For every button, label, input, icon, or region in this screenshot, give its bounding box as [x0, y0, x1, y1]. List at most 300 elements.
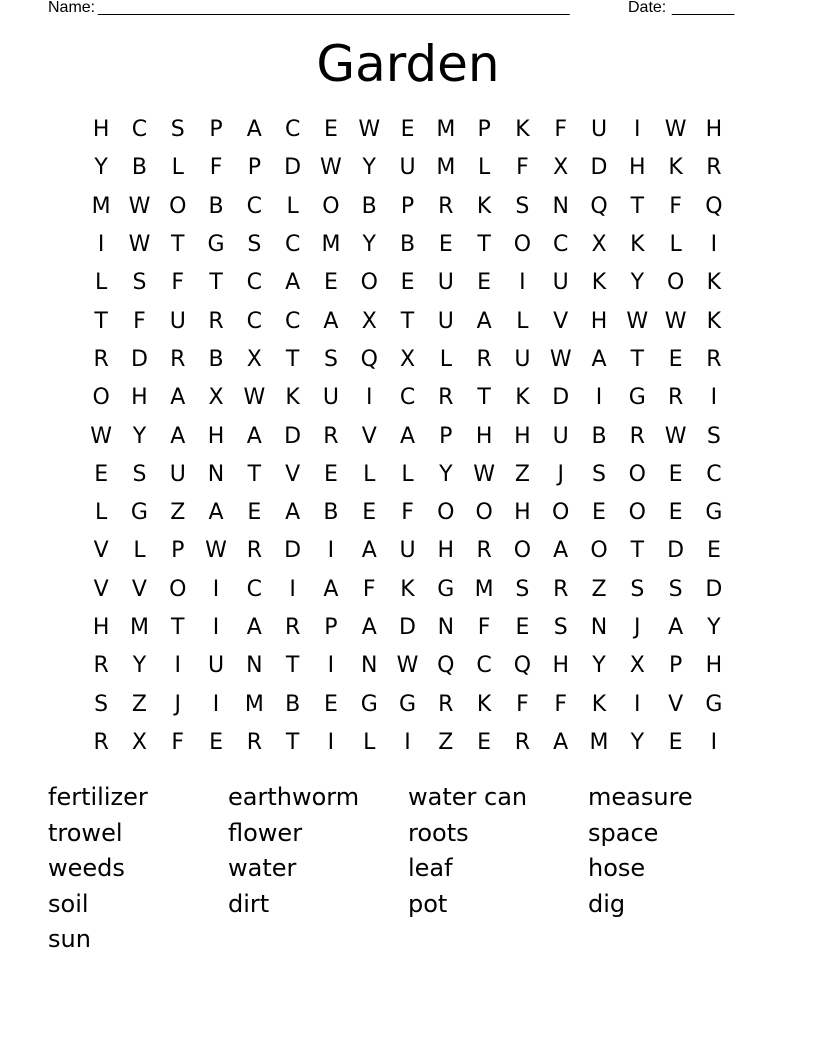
grid-letter: Y — [132, 653, 147, 679]
grid-letter: R — [284, 615, 301, 640]
grid-letter: M — [436, 117, 456, 143]
grid-letter: L — [171, 155, 184, 181]
grid-letter: W — [205, 538, 227, 564]
grid-letter: B — [591, 423, 607, 449]
grid-letter: T — [247, 461, 262, 487]
grid-letter: K — [476, 691, 492, 717]
grid-letter: I — [327, 729, 335, 755]
grid-letter: F — [171, 270, 185, 296]
grid-letter: F — [669, 193, 682, 219]
grid-letter: I — [174, 653, 181, 679]
grid-letter: D — [284, 155, 302, 181]
grid-letter: P — [668, 653, 683, 679]
grid-letter: S — [630, 576, 645, 602]
grid-letter: N — [552, 193, 569, 219]
grid-row — [82, 724, 734, 762]
grid-letter: W — [626, 308, 649, 334]
grid-letter: E — [706, 538, 721, 564]
grid-letter: U — [399, 155, 416, 181]
grid-letter: X — [246, 346, 262, 372]
grid-letter: D — [705, 576, 723, 602]
grid-letter: Z — [591, 576, 607, 602]
grid-letter: Q — [590, 193, 608, 219]
grid-letter: K — [591, 270, 607, 296]
grid-letter: K — [400, 576, 415, 602]
grid-letter: N — [360, 653, 378, 679]
grid-letter: R — [553, 576, 569, 602]
grid-letter: T — [477, 232, 491, 258]
grid-letter: D — [552, 385, 570, 411]
grid-letter: T — [400, 308, 415, 334]
grid-letter: P — [171, 538, 185, 564]
grid-letter: B — [131, 155, 147, 181]
grid-letter: K — [706, 308, 722, 334]
grid-letter: R — [246, 729, 262, 755]
grid-letter: P — [477, 117, 491, 143]
grid-letter: W — [549, 346, 572, 372]
grid-letter: A — [476, 308, 492, 334]
grid-letter: C — [284, 117, 301, 143]
grid-letter: O — [92, 385, 110, 411]
grid-letter: W — [243, 385, 266, 411]
grid-letter: A — [399, 423, 416, 449]
grid-letter: H — [207, 423, 225, 449]
grid-letter: A — [323, 308, 339, 334]
grid-letter: Y — [132, 423, 147, 449]
grid-letter: L — [669, 232, 682, 258]
grid-letter: Z — [170, 500, 186, 526]
grid-letter: O — [666, 270, 685, 296]
grid-letter: E — [400, 117, 415, 143]
grid-letter: G — [437, 576, 455, 602]
grid-letter: W — [90, 423, 113, 449]
grid-letter: R — [438, 193, 454, 219]
grid-letter: L — [477, 155, 491, 181]
grid-letter: O — [552, 500, 570, 526]
grid-letter: P — [324, 615, 338, 640]
grid-letter: R — [476, 346, 492, 372]
grid-row — [82, 647, 734, 685]
word-bank-item: trowel — [48, 818, 123, 847]
grid-letter: Y — [362, 232, 376, 258]
name-blank-line: _____________________________________________________ — [98, 0, 570, 16]
grid-letter: R — [706, 346, 722, 372]
grid-row — [82, 302, 734, 340]
grid-letter: W — [664, 308, 687, 334]
grid-letter: M — [244, 691, 264, 717]
grid-letter: X — [553, 155, 569, 181]
date-blank-line: _______ — [672, 0, 735, 16]
grid-letter: E — [515, 615, 530, 640]
grid-letter: T — [477, 385, 491, 411]
grid-letter: A — [553, 538, 569, 564]
grid-letter: S — [668, 576, 683, 602]
grid-letter: W — [396, 653, 419, 679]
grid-letter: H — [437, 538, 455, 564]
grid-letter: V — [131, 576, 147, 602]
grid-letter: B — [208, 346, 224, 372]
grid-letter: I — [327, 653, 335, 679]
grid-letter: U — [207, 653, 225, 679]
grid-letter: H — [705, 117, 723, 143]
grid-letter: M — [129, 615, 149, 640]
grid-letter: L — [516, 308, 529, 334]
grid-row — [82, 609, 734, 647]
grid-letter: D — [284, 423, 302, 449]
grid-letter: Y — [362, 155, 376, 181]
grid-letter: A — [285, 270, 301, 296]
grid-letter: W — [664, 423, 687, 449]
grid-letter: T — [630, 346, 645, 372]
grid-letter: C — [284, 308, 301, 334]
word-bank-item: fertilizer — [48, 783, 148, 811]
grid-row — [82, 226, 734, 264]
grid-letter: C — [246, 308, 263, 334]
grid-letter: X — [591, 232, 607, 258]
grid-letter: O — [590, 538, 608, 564]
grid-letter: M — [91, 193, 111, 219]
grid-letter: V — [93, 576, 109, 602]
grid-letter: U — [437, 308, 454, 334]
grid-letter: B — [323, 500, 339, 526]
grid-letter: B — [285, 691, 301, 717]
word-bank-item: soil — [48, 889, 89, 918]
word-bank — [48, 780, 768, 958]
grid-letter: V — [93, 538, 109, 564]
grid-letter: I — [634, 117, 641, 143]
grid-letter: O — [513, 538, 532, 564]
grid-letter: T — [630, 538, 645, 564]
grid-letter: Z — [438, 729, 454, 755]
grid-letter: W — [128, 232, 151, 258]
grid-letter: G — [398, 691, 417, 717]
grid-letter: Z — [131, 691, 147, 717]
grid-letter: M — [589, 729, 609, 755]
grid-letter: E — [362, 500, 377, 526]
grid-letter: R — [629, 423, 645, 449]
grid-letter: R — [93, 346, 109, 372]
grid-letter: I — [365, 385, 373, 411]
grid-letter: I — [595, 385, 603, 411]
grid-letter: X — [399, 346, 416, 372]
grid-letter: E — [94, 461, 109, 487]
grid-letter: E — [323, 461, 338, 487]
grid-letter: M — [474, 576, 494, 602]
grid-letter: G — [705, 500, 723, 526]
word-bank-item: water — [228, 854, 297, 882]
date-label: Date: — [628, 0, 667, 16]
grid-letter: O — [360, 270, 378, 296]
grid-letter: A — [591, 346, 607, 372]
grid-letter: P — [247, 155, 261, 181]
grid-letter: W — [358, 117, 381, 143]
grid-letter: I — [97, 232, 105, 258]
grid-letter: R — [170, 346, 186, 372]
word-search-grid — [82, 111, 734, 762]
grid-letter: I — [710, 729, 718, 755]
grid-letter: U — [169, 461, 186, 487]
grid-letter: K — [515, 117, 530, 143]
grid-letter: I — [212, 576, 220, 602]
grid-letter: S — [94, 691, 109, 717]
grid-letter: Y — [707, 615, 721, 640]
grid-letter: R — [246, 538, 262, 564]
grid-letter: I — [519, 270, 526, 296]
grid-letter: I — [710, 385, 718, 411]
grid-letter: H — [131, 385, 148, 411]
grid-letter: L — [363, 729, 376, 755]
grid-letter: K — [591, 691, 607, 717]
grid-letter: I — [289, 576, 296, 602]
grid-letter: I — [634, 691, 641, 717]
word-bank-item: hose — [588, 854, 646, 882]
grid-letter: U — [552, 423, 569, 449]
grid-letter: F — [171, 729, 185, 755]
grid-letter: G — [628, 385, 646, 411]
grid-letter: E — [477, 270, 492, 296]
grid-letter: L — [401, 461, 414, 487]
grid-letter: C — [284, 232, 301, 258]
grid-letter: I — [212, 615, 220, 640]
grid-letter: T — [94, 308, 108, 334]
grid-letter: N — [246, 653, 263, 679]
grid-letter: K — [668, 155, 683, 181]
grid-letter: L — [439, 346, 452, 372]
grid-letter: K — [285, 385, 300, 411]
grid-letter: A — [208, 500, 224, 526]
grid-letter: G — [360, 691, 378, 717]
grid-letter: B — [399, 232, 416, 258]
grid-letter: U — [437, 270, 454, 296]
grid-letter: H — [475, 423, 493, 449]
page-title: Garden — [316, 35, 500, 93]
grid-letter: R — [323, 423, 339, 449]
grid-letter: O — [628, 461, 646, 487]
grid-letter: D — [667, 538, 685, 564]
grid-letter: D — [590, 155, 608, 181]
grid-letter: A — [170, 385, 186, 411]
grid-letter: H — [552, 653, 569, 679]
grid-letter: E — [668, 729, 683, 755]
grid-letter: N — [437, 615, 455, 640]
grid-letter: H — [92, 615, 110, 640]
grid-letter: W — [320, 155, 342, 181]
grid-letter: Y — [630, 729, 645, 755]
grid-row — [82, 341, 734, 379]
grid-row — [82, 417, 734, 455]
grid-letter: K — [630, 232, 645, 258]
grid-letter: T — [285, 346, 300, 372]
grid-letter: F — [477, 615, 491, 640]
grid-letter: E — [323, 691, 338, 717]
grid-row — [82, 188, 734, 226]
grid-letter: V — [553, 308, 569, 334]
grid-letter: H — [514, 423, 531, 449]
grid-letter: B — [208, 193, 224, 219]
grid-letter: R — [706, 155, 722, 181]
grid-letter: V — [361, 423, 377, 449]
grid-letter: E — [592, 500, 606, 526]
grid-letter: Y — [592, 653, 606, 679]
word-bank-item: measure — [588, 783, 693, 811]
grid-letter: L — [95, 500, 108, 526]
worksheet-header — [48, 0, 748, 20]
grid-letter: J — [557, 461, 564, 487]
grid-letter: R — [93, 729, 109, 755]
grid-letter: K — [706, 270, 722, 296]
grid-letter: H — [629, 155, 646, 181]
grid-letter: Q — [513, 653, 532, 679]
grid-letter: R — [93, 653, 109, 679]
grid-letter: W — [473, 461, 495, 487]
grid-row — [82, 264, 734, 302]
grid-letter: E — [668, 346, 683, 372]
grid-letter: Z — [514, 461, 530, 487]
word-bank-item: sun — [48, 925, 91, 953]
grid-letter: T — [209, 270, 223, 296]
grid-letter: S — [515, 576, 530, 602]
grid-letter: L — [95, 270, 108, 296]
grid-letter: P — [209, 117, 223, 143]
grid-letter: X — [208, 385, 224, 411]
grid-letter: C — [246, 576, 263, 602]
grid-letter: D — [399, 615, 416, 640]
grid-letter: A — [246, 423, 262, 449]
grid-letter: V — [668, 691, 684, 717]
grid-letter: O — [628, 500, 646, 526]
grid-letter: S — [592, 461, 606, 487]
grid-letter: G — [130, 500, 148, 526]
grid-letter: U — [399, 538, 416, 564]
word-bank-item: weeds — [48, 854, 125, 882]
grid-letter: R — [514, 729, 531, 755]
grid-letter: I — [327, 538, 335, 564]
word-bank-item: space — [588, 818, 659, 847]
grid-letter: E — [209, 729, 223, 755]
name-label: Name: — [48, 0, 96, 16]
grid-letter: Y — [439, 461, 453, 487]
grid-letter: F — [516, 155, 529, 181]
grid-letter: E — [668, 500, 683, 526]
grid-letter: U — [322, 385, 339, 411]
grid-row — [82, 111, 734, 149]
grid-letter: D — [130, 346, 148, 372]
grid-letter: A — [170, 423, 186, 449]
grid-letter: O — [437, 500, 455, 526]
grid-letter: O — [513, 232, 532, 258]
grid-letter: T — [171, 615, 185, 640]
grid-letter: H — [92, 117, 110, 143]
grid-letter: E — [438, 232, 453, 258]
word-bank-item: roots — [408, 818, 469, 847]
grid-letter: S — [247, 232, 262, 258]
grid-letter: O — [169, 576, 187, 602]
grid-letter: E — [247, 500, 262, 526]
grid-letter: C — [131, 117, 148, 143]
grid-letter: T — [285, 729, 300, 755]
grid-letter: F — [401, 500, 414, 526]
grid-letter: M — [321, 232, 341, 258]
grid-letter: A — [361, 615, 377, 640]
grid-letter: K — [515, 385, 530, 411]
grid-letter: P — [400, 193, 415, 219]
grid-letter: C — [553, 232, 569, 258]
grid-letter: E — [323, 117, 338, 143]
grid-letter: V — [285, 461, 301, 487]
grid-row — [82, 456, 734, 494]
grid-letter: N — [590, 615, 608, 640]
grid-letter: S — [170, 117, 185, 143]
word-bank-item: flower — [228, 818, 303, 847]
grid-letter: A — [553, 729, 569, 755]
grid-letter: C — [706, 461, 722, 487]
grid-letter: Q — [437, 653, 455, 679]
grid-letter: A — [246, 615, 262, 640]
grid-letter: O — [475, 500, 493, 526]
grid-letter: G — [207, 232, 225, 258]
grid-letter: T — [285, 653, 300, 679]
word-bank-item: pot — [408, 889, 448, 918]
grid-letter: G — [705, 691, 723, 717]
grid-letter: H — [590, 308, 608, 334]
grid-letter: H — [514, 500, 531, 526]
grid-letter: Q — [705, 193, 723, 219]
grid-letter: H — [705, 653, 723, 679]
grid-letter: A — [285, 500, 301, 526]
grid-letter: A — [361, 538, 377, 564]
grid-letter: I — [710, 232, 718, 258]
grid-letter: U — [590, 117, 608, 143]
grid-letter: J — [634, 615, 641, 640]
grid-letter: O — [322, 193, 340, 219]
word-bank-item: leaf — [408, 854, 453, 882]
grid-letter: A — [323, 576, 339, 602]
grid-letter: E — [323, 270, 338, 296]
grid-letter: S — [553, 615, 568, 640]
grid-letter: U — [169, 308, 186, 334]
grid-letter: T — [171, 232, 185, 258]
grid-letter: L — [286, 193, 299, 219]
grid-letter: W — [664, 117, 687, 143]
grid-letter: T — [630, 193, 645, 219]
word-bank-item: earthworm — [228, 783, 360, 811]
grid-letter: F — [554, 117, 568, 143]
grid-letter: R — [438, 691, 454, 717]
word-bank-item: dirt — [228, 889, 270, 918]
word-bank-item: water can — [408, 783, 528, 811]
grid-letter: S — [323, 346, 338, 372]
grid-letter: C — [476, 653, 492, 679]
grid-letter: A — [246, 117, 262, 143]
grid-letter: X — [629, 653, 645, 679]
grid-letter: F — [554, 691, 568, 717]
grid-letter: E — [477, 729, 492, 755]
grid-letter: X — [131, 729, 147, 755]
grid-letter: F — [516, 691, 529, 717]
grid-letter: F — [362, 576, 376, 602]
grid-letter: C — [246, 193, 263, 219]
grid-row — [82, 685, 734, 723]
grid-letter: C — [399, 385, 416, 411]
grid-row — [82, 379, 734, 417]
grid-letter: S — [132, 461, 147, 487]
grid-letter: E — [400, 270, 415, 296]
grid-letter: C — [246, 270, 263, 296]
grid-letter: F — [133, 308, 146, 334]
grid-letter: D — [284, 538, 302, 564]
grid-row — [82, 149, 734, 187]
grid-letter: M — [436, 155, 456, 181]
